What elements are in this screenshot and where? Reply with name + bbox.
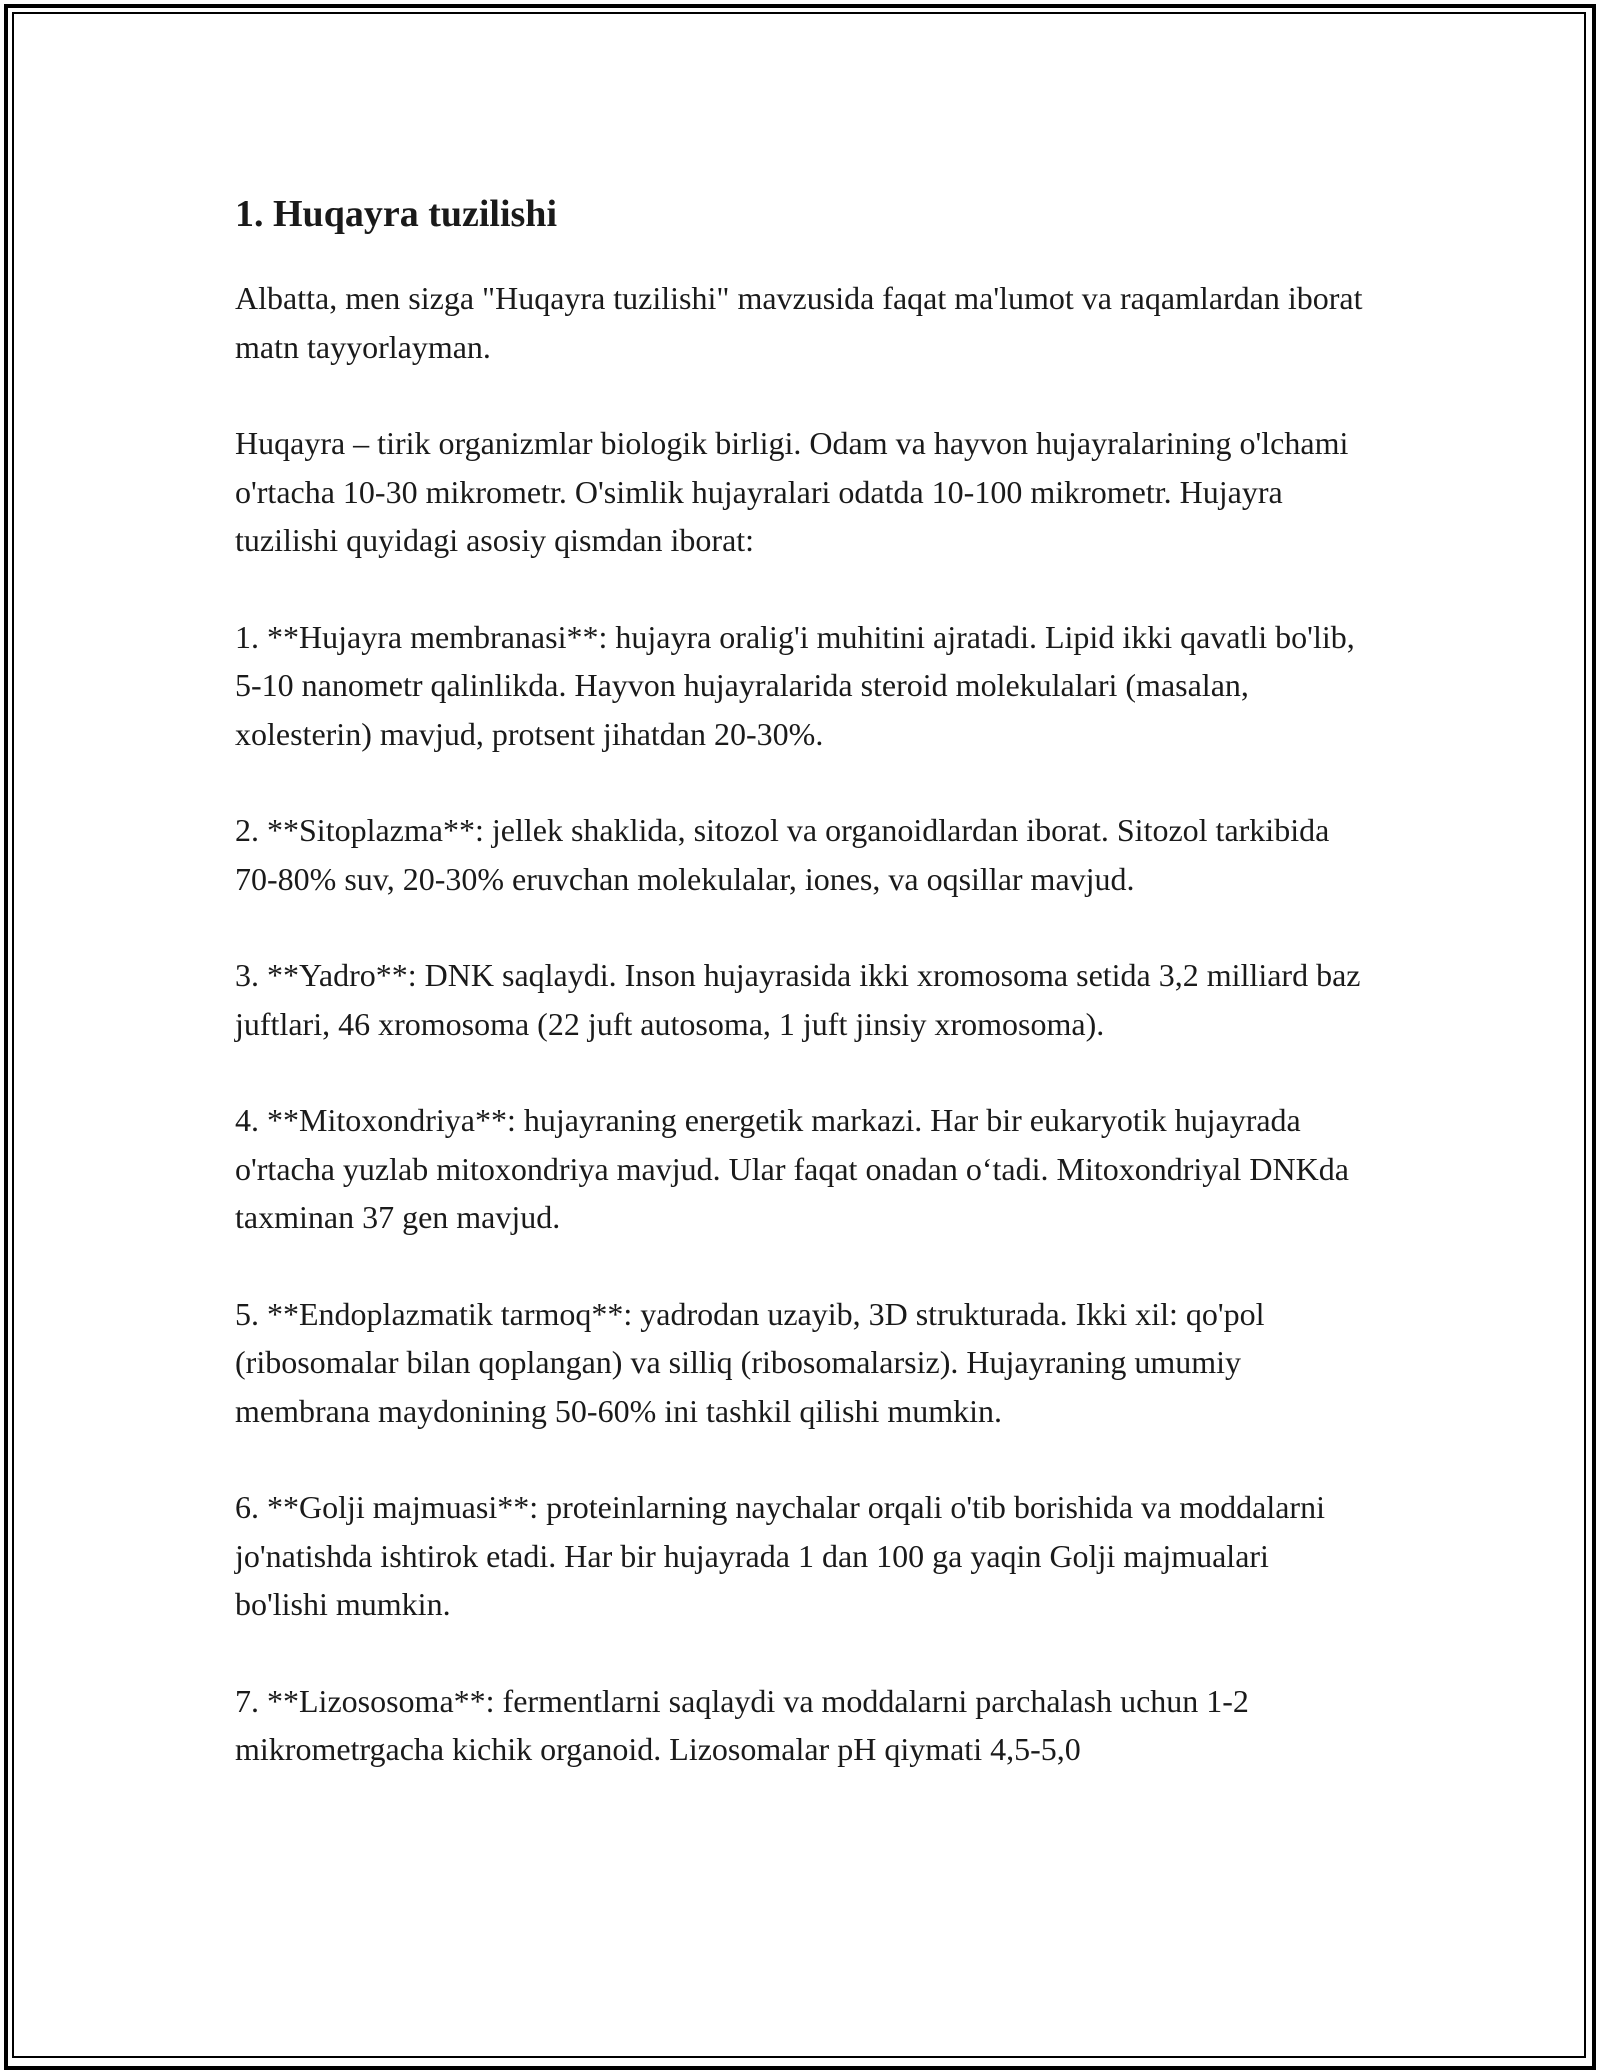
document-body [235, 186, 1365, 1774]
paragraph-endoplasmic-reticulum: 5. **Endoplazmatik tarmoq**: yadrodan uzayib, 3D strukturada. Ikki xil: qo'pol (ribosomalar bilan qoplangan) va silliq (ribosomalarsiz). Hujayraning umumiy membrana maydonining 50-60% ini tashkil qilishi mumkin. [235, 1295, 1265, 1429]
paragraph-golgi: 6. **Golji majmuasi**: proteinlarning naychalar orqali o'tib borishida va moddalarni jo'natishda ishtirok etadi. Har bir hujayrada 1 dan 100 ga yaqin Golji majmualari bo'lishi mumkin. [235, 1489, 1325, 1622]
paragraph-nucleus: 3. **Yadro**: DNK saqlaydi. Inson hujayrasida ikki xromosoma setida 3,2 milliard baz juftlari, 46 xromosoma (22 juft autosoma, 1 juft jinsiy xromosoma). [235, 957, 1361, 1042]
paragraph-cytoplasm: 2. **Sitoplazma**: jellek shaklida, sitozol va organoidlardan iborat. Sitozol tarkibida 70-80% suv, 20-30% eruvchan molekulalar, iones, va oqsillar mavjud. [235, 812, 1330, 897]
paragraph-cell-membrane: 1. **Hujayra membranasi**: hujayra oralig'i muhitini ajratadi. Lipid ikki qavatli bo'lib, 5-10 nanometr qalinlikda. Hayvon hujayralarida steroid molekulalari (masalan, xolesterin) mavjud, protsent jihatdan 20-30%. [235, 618, 1355, 752]
paragraph-intro: Albatta, men sizga "Huqayra tuzilishi" mavzusida faqat ma'lumot va raqamlardan iborat matn tayyorlayman. [235, 280, 1363, 365]
document-title: 1. Huqayra tuzilishi [235, 193, 557, 235]
paragraph-mitochondria: 4. **Mitoxondriya**: hujayraning energetik markazi. Har bir eukaryotik hujayrada o'rtacha yuzlab mitoxondriya mavjud. Ular faqat onadan o‘tadi. Mitoxondriyal DNKda taxminan 37 gen mavjud. [235, 1102, 1349, 1235]
paragraph-lysosome: 7. **Lizososoma**: fermentlarni saqlaydi va moddalarni parchalash uchun 1-2 mikrometrgacha kichik organoid. Lizosomalar pH qiymati 4,5-5,0 [235, 1682, 1249, 1767]
paragraph-overview: Huqayra – tirik organizmlar biologik birligi. Odam va hayvon hujayralarining o'lchami o'rtacha 10-30 mikrometr. O'simlik hujayralari odatda 10-100 mikrometr. Hujayra tuzilishi quyidagi asosiy qismdan iborat: [235, 425, 1349, 558]
